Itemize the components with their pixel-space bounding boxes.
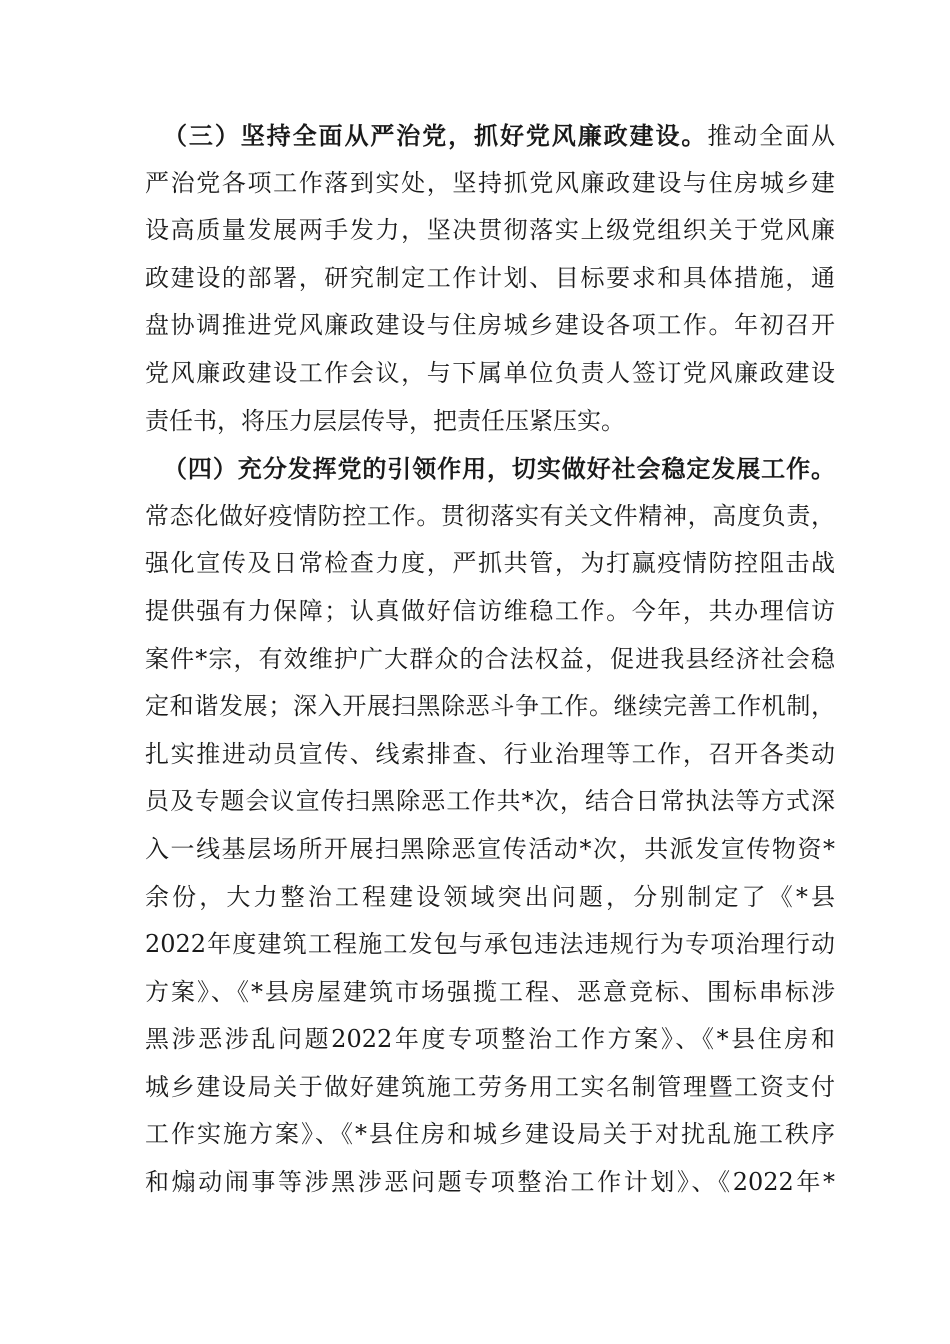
paragraph-line: 盘协调推进党风廉政建设与住房城乡建设各项工作。年初召开 xyxy=(145,311,835,340)
paragraph-line: 城乡建设局关于做好建筑施工劳务用工实名制管理暨工资支付 xyxy=(145,1072,835,1101)
paragraph-line: 入一线基层场所开展扫黑除恶宣传活动*次，共派发宣传物资* xyxy=(145,834,835,863)
paragraph-line: 工作实施方案》、《*县住房和城乡建设局关于对扰乱施工秩序 xyxy=(145,1120,835,1149)
paragraph-line: 2022年度建筑工程施工发包与承包违法违规行为专项治理行动 xyxy=(145,930,835,959)
paragraph-line: 强化宣传及日常检查力度，严抓共管，为打赢疫情防控阻击战 xyxy=(145,549,835,578)
section-3-paragraph xyxy=(145,112,835,445)
paragraph-line: 党风廉政建设工作会议，与下属单位负责人签订党风廉政建设 xyxy=(145,358,835,387)
document-page xyxy=(145,112,835,1207)
paragraph-line: 严治党各项工作落到实处，坚持抓党风廉政建设与住房城乡建 xyxy=(145,168,835,197)
paragraph-line: 方案》、《*县房屋建筑市场强揽工程、恶意竞标、围标串标涉 xyxy=(145,977,835,1006)
paragraph-line: 黑涉恶涉乱问题2022年度专项整治工作方案》、《*县住房和 xyxy=(145,1025,835,1054)
section-4-paragraph xyxy=(145,445,835,1207)
paragraph-line: 扎实推进动员宣传、线索排查、行业治理等工作，召开各类动 xyxy=(145,739,835,768)
paragraph-line xyxy=(145,112,835,160)
paragraph-line: 提供强有力保障；认真做好信访维稳工作。今年，共办理信访 xyxy=(145,596,835,625)
section-4-heading: （四）充分发挥党的引领作用，切实做好社会稳定发展工作。 xyxy=(163,454,835,484)
section-3-heading-continuation: 推动全面从 xyxy=(707,122,835,150)
paragraph-line: 责任书，将压力层层传导，把责任压紧压实。 xyxy=(145,406,625,435)
paragraph-line: 员及专题会议宣传扫黑除恶工作共*次，结合日常执法等方式深 xyxy=(145,787,835,816)
paragraph-line: 余份，大力整治工程建设领域突出问题，分别制定了《*县 xyxy=(145,882,835,911)
paragraph-line: 设高质量发展两手发力，坚决贯彻落实上级党组织关于党风廉 xyxy=(145,216,835,245)
paragraph-line: 常态化做好疫情防控工作。贯彻落实有关文件精神，高度负责， xyxy=(145,501,835,530)
paragraph-line: 案件*宗，有效维护广大群众的合法权益，促进我县经济社会稳 xyxy=(145,644,835,673)
paragraph-line: 政建设的部署，研究制定工作计划、目标要求和具体措施，通 xyxy=(145,263,835,292)
paragraph-line: 和煽动闹事等涉黑涉恶问题专项整治工作计划》、《2022年* xyxy=(145,1168,835,1197)
paragraph-line: 定和谐发展；深入开展扫黑除恶斗争工作。继续完善工作机制， xyxy=(145,692,835,721)
section-3-heading: （三）坚持全面从严治党，抓好党风廉政建设。 xyxy=(163,121,708,150)
